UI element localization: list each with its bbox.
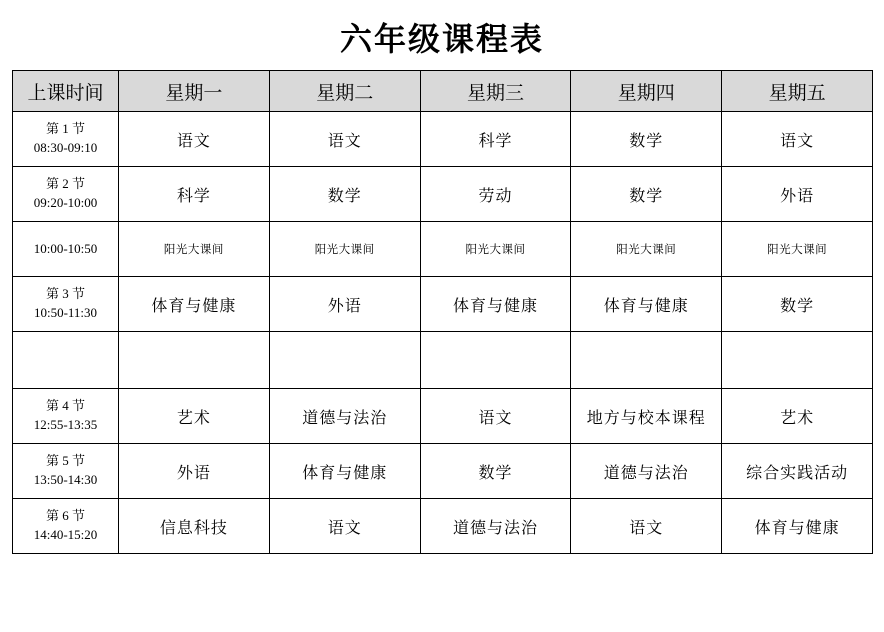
subject-cell: 科学 (420, 112, 571, 167)
subject-cell: 外语 (119, 444, 270, 499)
subject-cell: 语文 (269, 112, 420, 167)
subject-cell: 体育与健康 (119, 277, 270, 332)
table-body (13, 112, 873, 554)
subject-cell: 阳光大课间 (119, 222, 270, 277)
period-label: 第 6 节 (45, 508, 85, 524)
period-label: 第 1 节 (45, 121, 85, 137)
subject-cell (420, 332, 571, 389)
table-row (13, 112, 873, 167)
subject-cell: 阳光大课间 (420, 222, 571, 277)
period-label: 第 4 节 (45, 398, 85, 414)
time-label: 10:50-11:30 (33, 305, 98, 320)
subject-cell: 数学 (722, 277, 873, 332)
subject-cell: 阳光大课间 (722, 222, 873, 277)
header-wednesday: 星期三 (420, 71, 571, 112)
header-time: 上课时间 (13, 71, 119, 112)
subject-cell: 数学 (420, 444, 571, 499)
time-cell (13, 444, 119, 499)
subject-cell: 体育与健康 (571, 277, 722, 332)
time-label: 14:40-15:20 (33, 527, 98, 542)
subject-cell (269, 332, 420, 389)
time-cell (13, 277, 119, 332)
table-row (13, 277, 873, 332)
time-cell (13, 112, 119, 167)
period-label: 第 2 节 (45, 176, 85, 192)
header-thursday: 星期四 (571, 71, 722, 112)
subject-cell: 道德与法治 (269, 389, 420, 444)
subject-cell: 艺术 (722, 389, 873, 444)
table-row (13, 444, 873, 499)
time-cell (13, 222, 119, 277)
subject-cell: 外语 (269, 277, 420, 332)
subject-cell: 劳动 (420, 167, 571, 222)
table-header (13, 71, 873, 112)
subject-cell: 语文 (119, 112, 270, 167)
table-row (13, 222, 873, 277)
subject-cell: 综合实践活动 (722, 444, 873, 499)
subject-cell: 语文 (420, 389, 571, 444)
time-cell (13, 332, 119, 389)
subject-cell: 道德与法治 (420, 499, 571, 554)
table-row (13, 499, 873, 554)
subject-cell (119, 332, 270, 389)
subject-cell: 艺术 (119, 389, 270, 444)
time-label: 09:20-10:00 (33, 195, 98, 210)
header-row (13, 71, 873, 112)
subject-cell: 阳光大课间 (571, 222, 722, 277)
time-cell (13, 389, 119, 444)
subject-cell: 体育与健康 (269, 444, 420, 499)
subject-cell: 语文 (269, 499, 420, 554)
time-cell (13, 167, 119, 222)
subject-cell: 阳光大课间 (269, 222, 420, 277)
table-row (13, 332, 873, 389)
period-label: 第 3 节 (45, 286, 85, 302)
table-row (13, 389, 873, 444)
period-label: 第 5 节 (45, 453, 85, 469)
subject-cell: 道德与法治 (571, 444, 722, 499)
table-row (13, 167, 873, 222)
time-label: 13:50-14:30 (33, 472, 98, 487)
header-monday: 星期一 (119, 71, 270, 112)
subject-cell (571, 332, 722, 389)
time-label: 08:30-09:10 (33, 140, 98, 155)
subject-cell: 数学 (571, 112, 722, 167)
time-label: 12:55-13:35 (33, 417, 98, 432)
subject-cell: 科学 (119, 167, 270, 222)
subject-cell: 体育与健康 (722, 499, 873, 554)
header-tuesday: 星期二 (269, 71, 420, 112)
subject-cell: 外语 (722, 167, 873, 222)
schedule-table (12, 70, 873, 554)
header-friday: 星期五 (722, 71, 873, 112)
schedule-table-wrapper (0, 70, 884, 554)
page-title: 六年级课程表 (339, 21, 544, 57)
subject-cell: 体育与健康 (420, 277, 571, 332)
subject-cell: 语文 (722, 112, 873, 167)
subject-cell: 数学 (269, 167, 420, 222)
subject-cell: 数学 (571, 167, 722, 222)
subject-cell: 信息科技 (119, 499, 270, 554)
subject-cell: 语文 (571, 499, 722, 554)
time-cell (13, 499, 119, 554)
time-label: 10:00-10:50 (33, 240, 98, 256)
subject-cell (722, 332, 873, 389)
subject-cell: 地方与校本课程 (571, 389, 722, 444)
